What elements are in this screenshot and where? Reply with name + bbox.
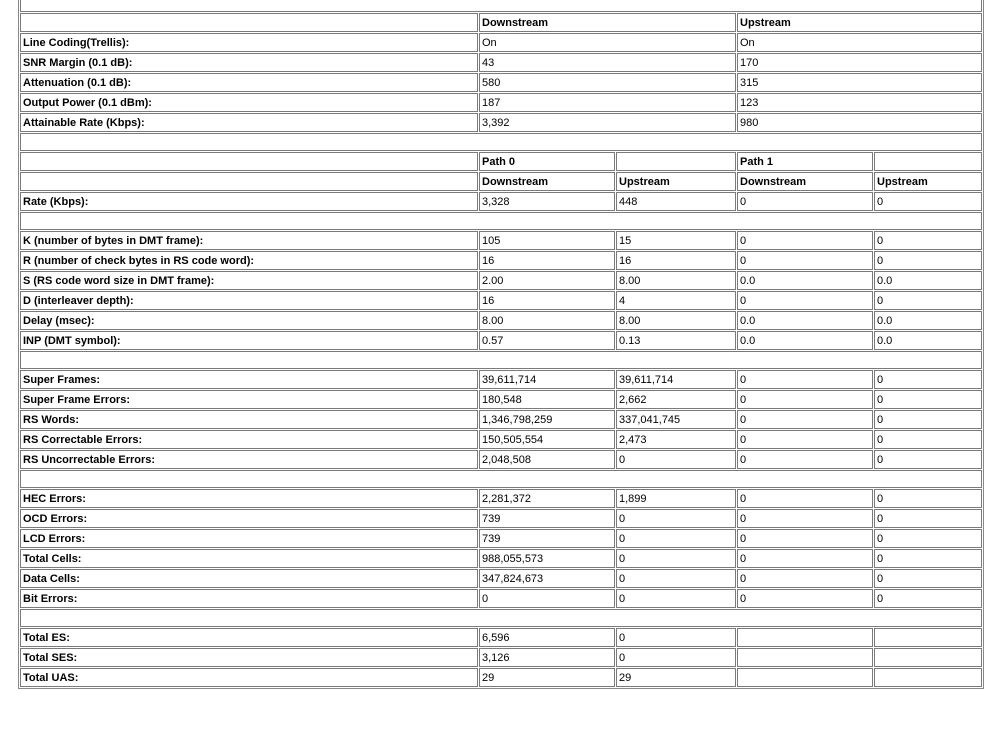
line-stat-upstream-value: 170 (737, 53, 982, 72)
frame-param-row (20, 291, 982, 310)
path0-upstream-value: 15 (616, 231, 736, 250)
path1-upstream-value: 0 (874, 509, 982, 528)
path0-upstream-header: Upstream (616, 172, 736, 191)
path1-upstream-value: 0.0 (874, 271, 982, 290)
line-stat-upstream-value: 980 (737, 113, 982, 132)
path1-upstream-value: 0 (874, 430, 982, 449)
stat-label: Total Cells: (20, 549, 478, 568)
stat-label: RS Correctable Errors: (20, 430, 478, 449)
spacer-cell (20, 133, 982, 151)
stat-label: D (interleaver depth): (20, 291, 478, 310)
stat-label: Super Frames: (20, 370, 478, 389)
path0-downstream-value: 0 (479, 589, 615, 608)
path0-downstream-value: 16 (479, 251, 615, 270)
path1-upstream-value: 0 (874, 529, 982, 548)
line-stat-downstream-value: 580 (479, 73, 736, 92)
stat-label: Total ES: (20, 628, 478, 647)
path1-downstream-value (737, 648, 873, 667)
section-spacer-row (20, 470, 982, 488)
path0-downstream-value: 988,055,573 (479, 549, 615, 568)
path0-downstream-value: 3,126 (479, 648, 615, 667)
stat-label: Total SES: (20, 648, 478, 667)
direction-header-row (20, 172, 982, 191)
path1-downstream-value: 0 (737, 251, 873, 270)
frame-param-row (20, 251, 982, 270)
path1-upstream-value: 0 (874, 291, 982, 310)
path1-downstream-value: 0 (737, 450, 873, 469)
path0-downstream-value: 105 (479, 231, 615, 250)
path1-upstream-value: 0.0 (874, 311, 982, 330)
path1-downstream-value (737, 668, 873, 687)
error-seconds-row (20, 648, 982, 667)
path0-downstream-value: 2,281,372 (479, 489, 615, 508)
spacer-cell (20, 609, 982, 627)
stat-label: Bit Errors: (20, 589, 478, 608)
frame-param-row (20, 231, 982, 250)
path0-upstream-value: 0 (616, 628, 736, 647)
path0-upstream-value: 0 (616, 648, 736, 667)
line-stat-label: Attenuation (0.1 dB): (20, 73, 478, 92)
line-stat-row (20, 53, 982, 72)
path1-downstream-header: Downstream (737, 172, 873, 191)
path0-upstream-value: 0 (616, 589, 736, 608)
path0-upstream-value: 0 (616, 529, 736, 548)
path0-upstream-value: 0 (616, 569, 736, 588)
path1-downstream-value (737, 628, 873, 647)
rate-row (20, 192, 982, 211)
line-stat-label: SNR Margin (0.1 dB): (20, 53, 478, 72)
stat-label: R (number of check bytes in RS code word): (20, 251, 478, 270)
header-blank-cell (20, 152, 478, 171)
path1-downstream-value: 0 (737, 529, 873, 548)
path0-upstream-value: 2,473 (616, 430, 736, 449)
path0-downstream-value: 0.57 (479, 331, 615, 350)
path1-downstream-value: 0 (737, 509, 873, 528)
line-stat-row (20, 73, 982, 92)
stat-label: Data Cells: (20, 569, 478, 588)
line-downstream-header: Downstream (479, 13, 736, 32)
path1-upstream-value: 0 (874, 231, 982, 250)
path1-downstream-value: 0 (737, 489, 873, 508)
cell-counter-row (20, 569, 982, 588)
line-stat-upstream-value: 315 (737, 73, 982, 92)
frame-param-row (20, 331, 982, 350)
path1-upstream-value: 0 (874, 549, 982, 568)
path0-downstream-value: 39,611,714 (479, 370, 615, 389)
line-stat-label: Attainable Rate (Kbps): (20, 113, 478, 132)
statistics-table-body (20, 0, 982, 687)
path1-downstream-value: 0 (737, 390, 873, 409)
path1-downstream-value: 0 (737, 291, 873, 310)
line-stat-upstream-value: On (737, 33, 982, 52)
path1-downstream-value: 0 (737, 589, 873, 608)
path0-upstream-value: 4 (616, 291, 736, 310)
cell-counter-row (20, 489, 982, 508)
path1-upstream-value (874, 668, 982, 687)
stat-label: OCD Errors: (20, 509, 478, 528)
section-spacer-row (20, 0, 982, 12)
header-blank-cell (20, 172, 478, 191)
line-stats-header-row (20, 13, 982, 32)
path1-upstream-value: 0.0 (874, 331, 982, 350)
stat-label: HEC Errors: (20, 489, 478, 508)
path0-downstream-header: Downstream (479, 172, 615, 191)
path1-downstream-value: 0 (737, 231, 873, 250)
path0-upstream-value: 0 (616, 509, 736, 528)
path1-upstream-value: 0 (874, 410, 982, 429)
path0-upstream-value: 29 (616, 668, 736, 687)
cell-counter-row (20, 549, 982, 568)
spacer-cell (20, 0, 982, 12)
stat-label: RS Words: (20, 410, 478, 429)
path0-upstream-value: 0.13 (616, 331, 736, 350)
path1-upstream-value: 0 (874, 370, 982, 389)
line-stat-label: Output Power (0.1 dBm): (20, 93, 478, 112)
path0-upstream-value: 2,662 (616, 390, 736, 409)
path1-downstream-value: 0 (737, 410, 873, 429)
section-spacer-row (20, 212, 982, 230)
path1-upstream-header: Upstream (874, 172, 982, 191)
stat-label: Super Frame Errors: (20, 390, 478, 409)
section-spacer-row (20, 609, 982, 627)
path1-downstream-value: 0.0 (737, 331, 873, 350)
stat-label: LCD Errors: (20, 529, 478, 548)
path0-downstream-value: 3,328 (479, 192, 615, 211)
path1-downstream-value: 0.0 (737, 271, 873, 290)
path0-upstream-value: 16 (616, 251, 736, 270)
stat-label: K (number of bytes in DMT frame): (20, 231, 478, 250)
path0-header: Path 0 (479, 152, 615, 171)
frame-counter-row (20, 370, 982, 389)
path0-downstream-value: 8.00 (479, 311, 615, 330)
path0-downstream-value: 739 (479, 529, 615, 548)
line-stat-downstream-value: On (479, 33, 736, 52)
path0-upstream-value: 337,041,745 (616, 410, 736, 429)
path1-upstream-value: 0 (874, 569, 982, 588)
path0-downstream-value: 180,548 (479, 390, 615, 409)
path1-downstream-value: 0.0 (737, 311, 873, 330)
path0-upstream-value: 0 (616, 549, 736, 568)
path1-upstream-value: 0 (874, 192, 982, 211)
path1-header: Path 1 (737, 152, 873, 171)
path0-downstream-value: 347,824,673 (479, 569, 615, 588)
frame-param-row (20, 311, 982, 330)
path0-upstream-value: 8.00 (616, 311, 736, 330)
path0-upstream-value: 39,611,714 (616, 370, 736, 389)
path1-downstream-value: 0 (737, 192, 873, 211)
header-blank-cell (616, 152, 736, 171)
line-stat-downstream-value: 43 (479, 53, 736, 72)
frame-counter-row (20, 430, 982, 449)
line-stat-upstream-value: 123 (737, 93, 982, 112)
line-stat-row (20, 33, 982, 52)
path1-upstream-value: 0 (874, 251, 982, 270)
path0-upstream-value: 0 (616, 450, 736, 469)
header-blank-cell (874, 152, 982, 171)
path-header-row (20, 152, 982, 171)
adsl-statistics-table (18, 0, 984, 689)
error-seconds-row (20, 668, 982, 687)
stat-label: S (RS code word size in DMT frame): (20, 271, 478, 290)
frame-counter-row (20, 450, 982, 469)
path0-downstream-value: 150,505,554 (479, 430, 615, 449)
line-stat-row (20, 113, 982, 132)
frame-param-row (20, 271, 982, 290)
path0-downstream-value: 16 (479, 291, 615, 310)
section-spacer-row (20, 351, 982, 369)
stat-label: INP (DMT symbol): (20, 331, 478, 350)
frame-counter-row (20, 410, 982, 429)
line-stat-downstream-value: 187 (479, 93, 736, 112)
path1-downstream-value: 0 (737, 569, 873, 588)
cell-counter-row (20, 589, 982, 608)
error-seconds-row (20, 628, 982, 647)
path0-upstream-value: 1,899 (616, 489, 736, 508)
path1-downstream-value: 0 (737, 549, 873, 568)
line-upstream-header: Upstream (737, 13, 982, 32)
header-blank-cell (20, 13, 478, 32)
path0-downstream-value: 2.00 (479, 271, 615, 290)
spacer-cell (20, 351, 982, 369)
path1-upstream-value: 0 (874, 390, 982, 409)
path0-upstream-value: 8.00 (616, 271, 736, 290)
cell-counter-row (20, 509, 982, 528)
stat-label: Total UAS: (20, 668, 478, 687)
stat-label: RS Uncorrectable Errors: (20, 450, 478, 469)
path0-upstream-value: 448 (616, 192, 736, 211)
path1-downstream-value: 0 (737, 430, 873, 449)
path1-downstream-value: 0 (737, 370, 873, 389)
path1-upstream-value: 0 (874, 489, 982, 508)
line-stat-downstream-value: 3,392 (479, 113, 736, 132)
path1-upstream-value (874, 628, 982, 647)
path1-upstream-value: 0 (874, 589, 982, 608)
line-stat-row (20, 93, 982, 112)
path1-upstream-value: 0 (874, 450, 982, 469)
section-spacer-row (20, 133, 982, 151)
stat-label: Rate (Kbps): (20, 192, 478, 211)
spacer-cell (20, 470, 982, 488)
path1-upstream-value (874, 648, 982, 667)
path0-downstream-value: 1,346,798,259 (479, 410, 615, 429)
frame-counter-row (20, 390, 982, 409)
spacer-cell (20, 212, 982, 230)
cell-counter-row (20, 529, 982, 548)
path0-downstream-value: 2,048,508 (479, 450, 615, 469)
stat-label: Delay (msec): (20, 311, 478, 330)
path0-downstream-value: 29 (479, 668, 615, 687)
path0-downstream-value: 739 (479, 509, 615, 528)
line-stat-label: Line Coding(Trellis): (20, 33, 478, 52)
path0-downstream-value: 6,596 (479, 628, 615, 647)
